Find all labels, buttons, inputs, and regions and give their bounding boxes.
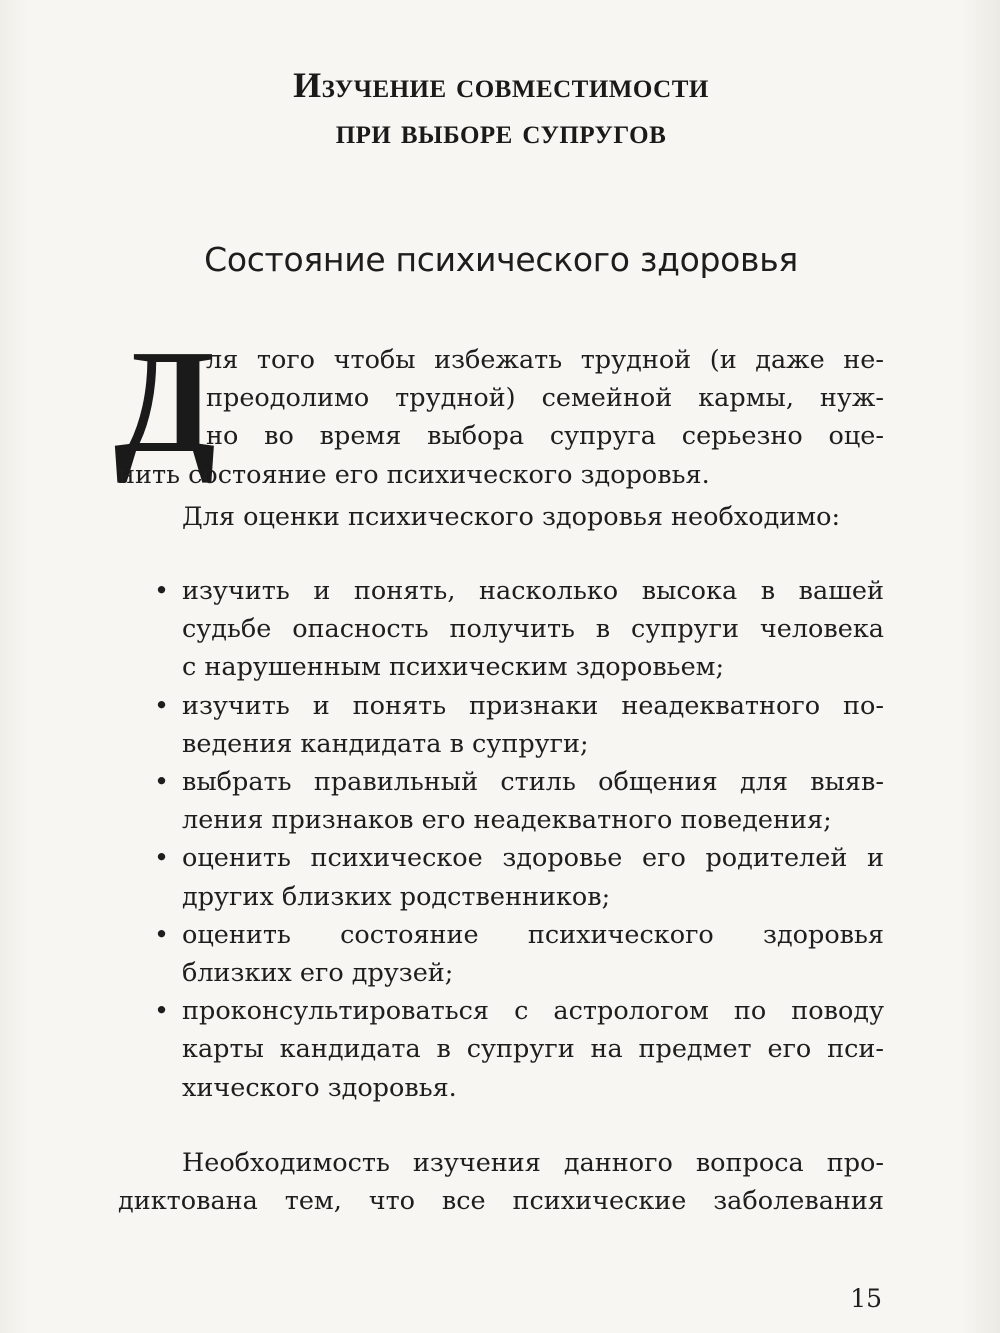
bullet-line: хического здоровья. <box>182 1072 457 1103</box>
drop-cap: Д <box>114 320 216 484</box>
lead-in-line: Для оценки психического здоровья необходимо: <box>182 502 841 532</box>
bullet-line: оценить психическое здоровье его родителей и <box>182 843 884 874</box>
bullet-line: оценить состояние психического здоровья <box>182 919 884 950</box>
intro-line: но во время выбора супруга серьезно оце- <box>206 421 884 452</box>
intro-paragraph-continued <box>118 456 884 494</box>
intro-line: преодолимо трудной) семейной кармы, нуж- <box>206 383 884 414</box>
closing-paragraph-continued <box>118 1182 884 1220</box>
lead-in-paragraph <box>182 498 884 536</box>
chapter-title <box>118 62 884 154</box>
bullet-icon: • <box>154 843 170 874</box>
bullet-line: проконсультироваться с астрологом по поводу <box>182 996 884 1027</box>
chapter-title-line-2: при выборе супругов <box>335 111 667 151</box>
bullet-icon: • <box>154 576 170 606</box>
bullet-line: ления признаков его неадекватного поведения; <box>182 805 832 836</box>
bullet-icon: • <box>154 690 170 721</box>
chapter-title-line-1: Изучение совместимости <box>293 65 709 105</box>
bullet-icon: • <box>154 767 170 797</box>
intro-line: нить состояние его психического здоровья. <box>118 459 710 490</box>
bullet-item <box>154 992 884 1107</box>
bullet-line: судьбе опасность получить в супруги человека <box>182 614 884 645</box>
bullet-line: изучить и понять, насколько высока в вашей <box>182 576 884 606</box>
bullet-line: выбрать правильный стиль общения для выяв- <box>182 767 884 797</box>
bullet-item <box>154 916 884 992</box>
bullet-icon: • <box>154 996 170 1027</box>
bullet-line: изучить и понять признаки неадекватного по- <box>182 690 884 721</box>
section-title: Состояние психического здоровья <box>204 240 798 279</box>
bullet-item <box>154 687 884 763</box>
bullet-icon: • <box>154 919 170 950</box>
bullet-line: с нарушенным психическим здоровьем; <box>182 652 725 683</box>
bullet-item <box>154 572 884 687</box>
closing-line: диктована тем, что все психические заболевания <box>118 1186 884 1217</box>
page-number: 15 <box>850 1284 882 1313</box>
closing-line: Необходимость изучения данного вопроса про- <box>182 1148 884 1178</box>
bullet-item <box>154 763 884 839</box>
bullet-line: других близких родственников; <box>182 881 611 912</box>
intro-line: ля того чтобы избежать трудной (и даже не- <box>206 345 884 375</box>
bullet-item <box>154 839 884 915</box>
closing-paragraph <box>182 1144 884 1182</box>
bullet-line: близких его друзей; <box>182 958 454 988</box>
bullet-line: ведения кандидата в супруги; <box>182 728 589 759</box>
intro-paragraph <box>206 341 884 456</box>
bullet-line: карты кандидата в супруги на предмет его пси- <box>182 1034 884 1065</box>
